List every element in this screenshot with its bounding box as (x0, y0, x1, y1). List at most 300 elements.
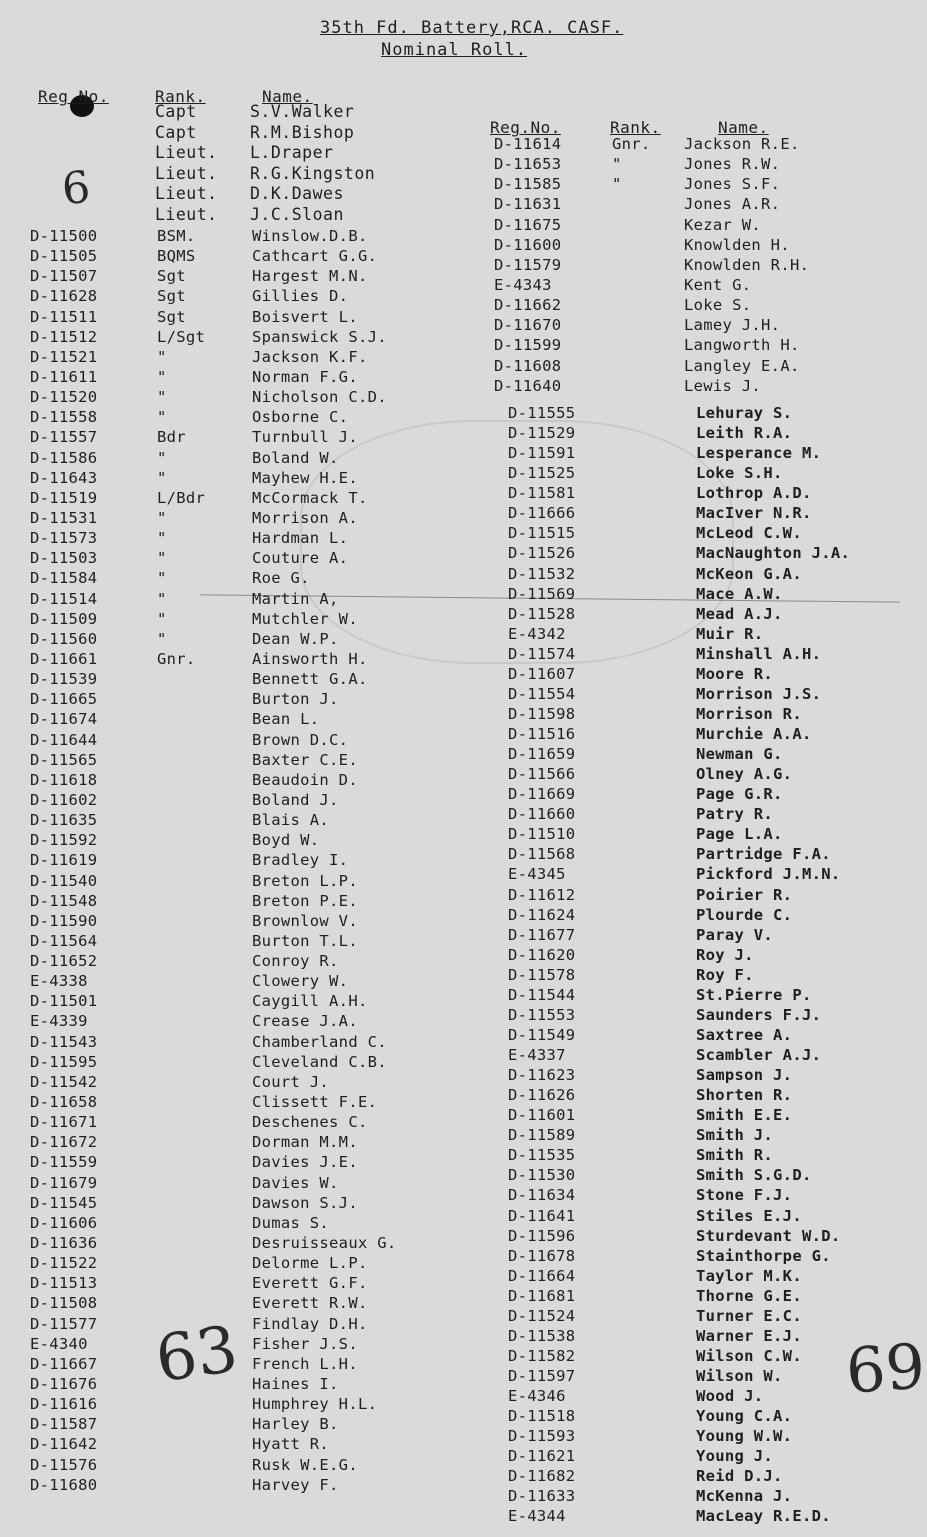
roll-name: Scambler A.J. (696, 1046, 822, 1064)
roll-reg: D-11658 (30, 1093, 98, 1112)
roll-rank: L/Sgt (157, 327, 206, 346)
roll-reg: D-11558 (30, 408, 98, 427)
roll-reg: D-11599 (494, 336, 562, 355)
roll-reg: D-11642 (30, 1435, 98, 1454)
roll-name: MacNaughton J.A. (696, 544, 851, 563)
roll-name: McKeon G.A. (696, 564, 802, 583)
roll-rank: Gnr. (612, 135, 651, 153)
roll-name: Langworth H. (684, 336, 800, 355)
roll-reg: D-11677 (508, 925, 576, 944)
roll-name: Ainsworth H. (252, 649, 368, 668)
roll-name: Harley B. (252, 1415, 339, 1434)
roll-name: Wood J. (696, 1387, 764, 1406)
roll-name: Kent G. (684, 275, 752, 294)
roll-reg: D-11616 (30, 1395, 98, 1414)
roll-name: Breton P.E. (252, 891, 358, 910)
roll-reg: D-11653 (494, 155, 562, 174)
roll-reg: D-11573 (30, 529, 98, 548)
roll-reg: D-11522 (30, 1254, 98, 1273)
roll-reg: D-11553 (508, 1005, 576, 1024)
roll-reg: D-11623 (508, 1066, 576, 1085)
roll-name: Stainthorpe G. (696, 1246, 831, 1265)
roll-name: MacIver N.R. (696, 504, 812, 523)
roll-name: Clowery W. (252, 972, 349, 991)
roll-name: Young C.A. (696, 1407, 793, 1426)
roll-name: Morrison A. (252, 508, 358, 527)
roll-name: Shorten R. (696, 1086, 793, 1105)
roll-name: Smith R. (696, 1146, 774, 1165)
roll-reg: D-11544 (508, 985, 576, 1004)
roll-reg: D-11565 (30, 750, 98, 769)
roll-name: Wilson C.W. (696, 1346, 802, 1365)
roll-name: Desruisseaux G. (252, 1234, 397, 1253)
roll-reg: D-11529 (508, 424, 576, 443)
roll-reg: D-11532 (508, 564, 576, 583)
roll-name: Lehuray S. (696, 404, 793, 422)
roll-rank: Lieut. (155, 204, 218, 224)
roll-reg: D-11515 (508, 524, 576, 543)
roll-rank: Capt (155, 102, 197, 121)
roll-reg: D-11659 (508, 745, 576, 764)
document-subtitle: Nominal Roll. (381, 40, 528, 60)
roll-reg: D-11582 (508, 1346, 576, 1365)
roll-name: Roy F. (696, 965, 754, 984)
roll-reg: D-11543 (30, 1032, 98, 1051)
roll-name: Mutchler W. (252, 609, 358, 628)
roll-name: Muir R. (696, 624, 764, 643)
roll-reg: D-11672 (30, 1133, 98, 1152)
roll-reg: D-11559 (30, 1153, 98, 1172)
roll-reg: D-11631 (494, 195, 562, 214)
roll-name: Knowlden H. (684, 235, 790, 254)
roll-name: Knowlden R.H. (684, 255, 810, 274)
roll-name: McLeod C.W. (696, 524, 802, 543)
roll-name: Bradley I. (252, 851, 349, 870)
roll-name: Dorman M.M. (252, 1133, 358, 1152)
roll-rank: Sgt (157, 307, 186, 326)
roll-name: Patry R. (696, 805, 774, 824)
roll-rank: " (157, 549, 167, 568)
roll-reg: D-11600 (494, 235, 562, 254)
roll-name: Dawson S.J. (252, 1193, 358, 1212)
roll-reg: D-11525 (508, 464, 576, 483)
roll-reg: D-11619 (30, 851, 98, 870)
roll-reg: D-11590 (30, 911, 98, 930)
roll-reg: D-11516 (508, 725, 576, 743)
roll-reg: D-11626 (508, 1086, 576, 1105)
roll-reg: D-11512 (30, 327, 98, 346)
roll-reg: D-11675 (494, 215, 562, 234)
roll-name: Thorne G.E. (696, 1286, 802, 1305)
roll-name: Baxter C.E. (252, 750, 358, 769)
roll-rank: " (612, 155, 622, 174)
roll-name: Kezar W. (684, 215, 762, 234)
roll-reg: D-11549 (508, 1025, 576, 1044)
roll-reg: D-11671 (30, 1113, 98, 1132)
roll-rank: " (157, 589, 167, 608)
roll-name: Martin A, (252, 589, 339, 608)
roll-name: Saxtree A. (696, 1025, 793, 1044)
roll-reg: D-11662 (494, 296, 562, 315)
roll-name: Smith S.G.D. (696, 1166, 812, 1185)
roll-name: Boisvert L. (252, 307, 358, 326)
roll-name: St.Pierre P. (696, 985, 812, 1004)
roll-rank: Lieut. (155, 143, 218, 162)
roll-name: Page L.A. (696, 825, 783, 844)
roll-reg: D-11670 (494, 316, 562, 335)
roll-name: Newman G. (696, 745, 783, 764)
roll-reg: D-11596 (508, 1226, 576, 1245)
roll-name: French L.H. (252, 1354, 358, 1373)
roll-name: Cathcart G.G. (252, 247, 378, 266)
roll-name: Winslow.D.B. (252, 227, 368, 245)
roll-reg: D-11505 (30, 247, 98, 266)
roll-rank: Capt (155, 122, 197, 142)
roll-name: Boyd W. (252, 831, 320, 850)
roll-rank: Sgt (157, 287, 186, 306)
roll-name: Breton L.P. (252, 871, 358, 890)
roll-reg: D-11524 (508, 1306, 576, 1325)
roll-reg: D-11611 (30, 367, 98, 386)
roll-reg: E-4343 (494, 275, 552, 294)
roll-name: Mead A.J. (696, 604, 783, 623)
roll-name: Paray V. (696, 925, 774, 944)
roll-reg: D-11540 (30, 871, 98, 890)
roll-name: Court J. (252, 1072, 330, 1091)
roll-reg: D-11555 (508, 404, 576, 422)
handwritten-mark: 6 (59, 161, 93, 216)
roll-reg: D-11581 (508, 484, 576, 503)
roll-name: Warner E.J. (696, 1326, 802, 1345)
roll-reg: D-11530 (508, 1166, 576, 1185)
roll-rank: " (157, 569, 167, 588)
roll-reg: D-11513 (30, 1274, 98, 1293)
roll-name: Burton J. (252, 690, 339, 709)
roll-name: Plourde C. (696, 905, 793, 924)
roll-name: Turnbull J. (252, 428, 358, 447)
roll-reg: D-11597 (508, 1367, 576, 1385)
right-header-rank: Rank. (610, 118, 661, 137)
roll-name: Boland W. (252, 448, 339, 467)
roll-reg: D-11652 (30, 952, 98, 971)
roll-name: Findlay D.H. (252, 1314, 368, 1333)
roll-reg: D-11676 (30, 1375, 98, 1394)
roll-name: Davies W. (252, 1173, 339, 1192)
roll-reg: D-11660 (508, 805, 576, 824)
roll-name: Young J. (696, 1447, 774, 1466)
roll-name: Chamberland C. (252, 1032, 387, 1051)
roll-reg: D-11568 (508, 845, 576, 864)
roll-reg: D-11614 (494, 135, 562, 153)
roll-name: Minshall A.H. (696, 644, 822, 663)
roll-name: Saunders F.J. (696, 1005, 822, 1024)
roll-name: Olney A.G. (696, 765, 793, 784)
roll-reg: D-11518 (508, 1407, 576, 1426)
roll-reg: D-11514 (30, 589, 98, 608)
roll-reg: D-11674 (30, 710, 98, 729)
roll-name: Crease J.A. (252, 1012, 358, 1031)
roll-name: Leith R.A. (696, 424, 793, 443)
roll-reg: D-11678 (508, 1246, 576, 1265)
roll-reg: D-11602 (30, 790, 98, 809)
roll-name: Spanswick S.J. (252, 327, 387, 346)
roll-reg: D-11584 (30, 569, 98, 588)
roll-reg: D-11528 (508, 604, 576, 623)
roll-reg: D-11595 (30, 1052, 98, 1071)
roll-reg: D-11636 (30, 1234, 98, 1253)
roll-name: Morrison J.S. (696, 684, 822, 703)
roll-rank: L/Bdr (157, 488, 206, 507)
roll-reg: D-11640 (494, 376, 562, 395)
roll-name: Deschenes C. (252, 1113, 368, 1132)
roll-name: Jones A.R. (684, 195, 781, 214)
roll-name: Wilson W. (696, 1367, 783, 1385)
roll-reg: D-11607 (508, 664, 576, 683)
roll-name: L.Draper (250, 143, 334, 162)
roll-reg: E-4346 (508, 1387, 566, 1406)
roll-name: Murchie A.A. (696, 725, 812, 743)
roll-reg: D-11538 (508, 1326, 576, 1345)
roll-name: Loke S.H. (696, 464, 783, 483)
roll-name: Osborne C. (252, 408, 349, 427)
roll-name: Haines I. (252, 1375, 339, 1394)
roll-reg: D-11574 (508, 644, 576, 663)
roll-name: Sturdevant W.D. (696, 1226, 841, 1245)
roll-name: Lamey J.H. (684, 316, 781, 335)
roll-name: Taylor M.K. (696, 1266, 802, 1285)
roll-name: Lewis J. (684, 376, 762, 395)
roll-name: Morrison R. (696, 704, 802, 723)
roll-name: Smith E.E. (696, 1106, 793, 1125)
roll-reg: D-11576 (30, 1455, 98, 1474)
roll-reg: D-11500 (30, 227, 98, 245)
roll-rank: Lieut. (155, 184, 218, 203)
roll-name: Jones S.F. (684, 175, 781, 194)
roll-reg: D-11669 (508, 785, 576, 804)
roll-name: Stiles E.J. (696, 1206, 802, 1225)
roll-reg: D-11680 (30, 1475, 98, 1494)
roll-reg: D-11539 (30, 670, 98, 689)
roll-reg: D-11508 (30, 1294, 98, 1313)
roll-name: Young W.W. (696, 1427, 793, 1446)
roll-reg: D-11661 (30, 649, 98, 668)
roll-reg: E-4344 (508, 1507, 566, 1526)
roll-name: Poirier R. (696, 885, 793, 904)
roll-reg: D-11667 (30, 1354, 98, 1373)
roll-reg: D-11679 (30, 1173, 98, 1192)
roll-rank: " (157, 448, 167, 467)
roll-name: Nicholson C.D. (252, 388, 387, 407)
roll-reg: D-11507 (30, 267, 98, 286)
roll-name: Davies J.E. (252, 1153, 358, 1172)
roll-reg: D-11510 (508, 825, 576, 844)
roll-name: Lesperance M. (696, 444, 822, 463)
roll-reg: D-11641 (508, 1206, 576, 1225)
roll-reg: D-11578 (508, 965, 576, 984)
roll-rank: " (157, 408, 167, 427)
roll-name: Reid D.J. (696, 1467, 783, 1486)
roll-reg: D-11666 (508, 504, 576, 523)
roll-name: Mayhew H.E. (252, 468, 358, 487)
roll-reg: D-11587 (30, 1415, 98, 1434)
roll-reg: D-11566 (508, 765, 576, 784)
roll-reg: D-11501 (30, 992, 98, 1011)
roll-rank: BQMS (157, 247, 196, 266)
roll-name: Dumas S. (252, 1213, 330, 1232)
roll-name: McCormack T. (252, 488, 368, 507)
roll-name: Everett G.F. (252, 1274, 368, 1293)
roll-name: MacLeay R.E.D. (696, 1507, 831, 1526)
roll-reg: D-11589 (508, 1126, 576, 1145)
roll-reg: D-11643 (30, 468, 98, 487)
roll-reg: D-11503 (30, 549, 98, 568)
roll-reg: D-11586 (30, 448, 98, 467)
roll-rank: " (157, 529, 167, 548)
roll-name: Moore R. (696, 664, 774, 683)
right-header-name: Name. (718, 118, 769, 137)
roll-reg: E-4337 (508, 1046, 566, 1064)
roll-rank: " (157, 388, 167, 407)
roll-name: Clissett F.E. (252, 1093, 378, 1112)
roll-name: S.V.Walker (250, 102, 355, 121)
roll-name: Harvey F. (252, 1475, 339, 1494)
roll-reg: D-11519 (30, 488, 98, 507)
roll-reg: D-11612 (508, 885, 576, 904)
left-header-reg: Reg.No. (38, 87, 109, 106)
roll-reg: D-11644 (30, 730, 98, 749)
roll-reg: D-11606 (30, 1213, 98, 1232)
roll-reg: D-11620 (508, 945, 576, 964)
roll-rank: Sgt (157, 267, 186, 286)
roll-reg: D-11628 (30, 287, 98, 306)
roll-name: Turner E.C. (696, 1306, 802, 1325)
roll-reg: D-11635 (30, 811, 98, 830)
handwritten-count-right: 69 (843, 1329, 927, 1408)
roll-reg: D-11521 (30, 347, 98, 366)
roll-name: Dean W.P. (252, 629, 339, 648)
roll-reg: D-11633 (508, 1487, 576, 1506)
roll-reg: D-11681 (508, 1286, 576, 1305)
roll-reg: D-11511 (30, 307, 98, 326)
roll-reg: D-11624 (508, 905, 576, 924)
roll-reg: D-11585 (494, 175, 562, 194)
roll-reg: D-11618 (30, 770, 98, 789)
roll-reg: D-11509 (30, 609, 98, 628)
roll-reg: D-11591 (508, 444, 576, 463)
roll-reg: D-11601 (508, 1106, 576, 1125)
roll-name: Roe G. (252, 569, 310, 588)
roll-name: Boland J. (252, 790, 339, 809)
roll-reg: D-11664 (508, 1266, 576, 1285)
roll-reg: E-4338 (30, 972, 88, 991)
roll-reg: D-11592 (30, 831, 98, 850)
roll-name: Burton T.L. (252, 931, 358, 950)
roll-reg: D-11593 (508, 1427, 576, 1446)
roll-rank: " (157, 468, 167, 487)
roll-rank: Gnr. (157, 649, 196, 668)
roll-name: Langley E.A. (684, 356, 800, 375)
roll-name: Sampson J. (696, 1066, 793, 1085)
roll-reg: D-11531 (30, 508, 98, 527)
roll-name: Bennett G.A. (252, 670, 368, 689)
roll-name: Hardman L. (252, 529, 349, 548)
roll-name: J.C.Sloan (250, 204, 344, 224)
roll-name: Bean L. (252, 710, 320, 729)
roll-name: Lothrop A.D. (696, 484, 812, 503)
roll-name: Page G.R. (696, 785, 783, 804)
left-header-name: Name. (262, 87, 313, 106)
roll-reg: D-11560 (30, 629, 98, 648)
roll-rank: " (157, 508, 167, 527)
roll-reg: E-4342 (508, 624, 566, 643)
roll-name: Roy J. (696, 945, 754, 964)
roll-rank: " (157, 367, 167, 386)
roll-reg: D-11520 (30, 388, 98, 407)
roll-name: Brown D.C. (252, 730, 349, 749)
roll-reg: E-4345 (508, 865, 566, 884)
roll-name: Caygill A.H. (252, 992, 368, 1011)
handwritten-count-left: 63 (151, 1312, 243, 1398)
roll-name: Gillies D. (252, 287, 349, 306)
roll-name: Fisher J.S. (252, 1334, 358, 1353)
roll-name: Blais A. (252, 811, 330, 830)
roll-reg: D-11579 (494, 255, 562, 274)
roll-name: R.M.Bishop (250, 122, 355, 142)
roll-name: Partridge F.A. (696, 845, 831, 864)
roll-name: Pickford J.M.N. (696, 865, 841, 884)
roll-name: R.G.Kingston (250, 163, 376, 183)
roll-name: Stone F.J. (696, 1186, 793, 1205)
roll-name: Mace A.W. (696, 584, 783, 603)
roll-reg: D-11665 (30, 690, 98, 709)
roll-name: Smith J. (696, 1126, 774, 1145)
roll-reg: D-11569 (508, 584, 576, 603)
roll-name: Jackson K.F. (252, 347, 368, 366)
roll-reg: D-11598 (508, 704, 576, 723)
roll-reg: D-11554 (508, 684, 576, 703)
roll-reg: D-11526 (508, 544, 576, 563)
roll-name: Brownlow V. (252, 911, 358, 930)
roll-name: Conroy R. (252, 952, 339, 971)
right-header-reg: Reg.No. (490, 118, 561, 137)
roll-name: Couture A. (252, 549, 349, 568)
roll-name: Beaudoin D. (252, 770, 358, 789)
roll-reg: D-11557 (30, 428, 98, 447)
roll-name: Delorme L.P. (252, 1254, 368, 1273)
roll-reg: D-11545 (30, 1193, 98, 1212)
roll-name: Cleveland C.B. (252, 1052, 387, 1071)
roll-reg: D-11542 (30, 1072, 98, 1091)
roll-name: Rusk W.E.G. (252, 1455, 358, 1474)
roll-rank: BSM. (157, 227, 196, 245)
roll-name: Jones R.W. (684, 155, 781, 174)
document-title: 35th Fd. Battery,RCA. CASF. (320, 18, 624, 38)
roll-rank: " (157, 629, 167, 648)
roll-name: D.K.Dawes (250, 184, 344, 203)
roll-reg: D-11535 (508, 1146, 576, 1165)
roll-reg: D-11564 (30, 931, 98, 950)
roll-name: Hargest M.N. (252, 267, 368, 286)
roll-name: Everett R.W. (252, 1294, 368, 1313)
roll-reg: D-11682 (508, 1467, 576, 1486)
roll-name: Norman F.G. (252, 367, 358, 386)
roll-reg: D-11634 (508, 1186, 576, 1205)
roll-reg: D-11608 (494, 356, 562, 375)
roll-name: Humphrey H.L. (252, 1395, 378, 1414)
roll-name: Jackson R.E. (684, 135, 800, 153)
roll-rank: " (612, 175, 622, 194)
roll-rank: Lieut. (155, 163, 218, 183)
